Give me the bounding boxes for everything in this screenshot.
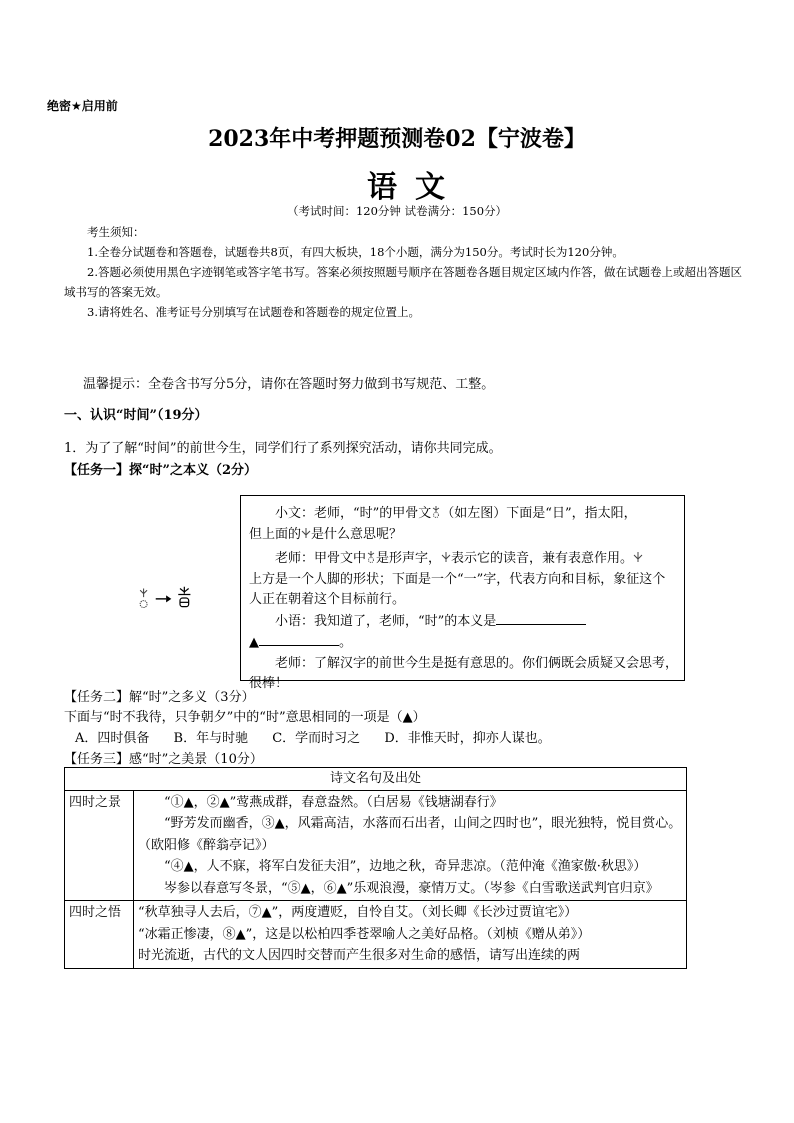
row-label: 四时之悟 bbox=[65, 901, 134, 969]
answer-blank-2[interactable] bbox=[259, 632, 339, 646]
option-b[interactable]: B．年与时驰 bbox=[173, 731, 249, 746]
table-header-row bbox=[65, 768, 687, 791]
poem-table bbox=[64, 767, 687, 969]
task-3-title: 【任务三】感“时”之美景（10分） bbox=[64, 752, 263, 767]
option-d[interactable]: D．非惟天时，抑亦人谋也。 bbox=[384, 731, 551, 746]
arrow-right-icon bbox=[156, 595, 172, 602]
row-label: 四时之景 bbox=[65, 790, 134, 901]
notice-item-1: 1.全卷分试题卷和答题卷，试题卷共8页，有四大板块，18个小题，满分为150分。考试时长为120分钟。 bbox=[87, 245, 624, 259]
dialog-line-1a: 小文：老师，“时”的甲骨文 bbox=[275, 506, 432, 521]
poem-line: “④▲，人不寐，将军白发征夫泪”，边地之秋，奇异悲凉。（范仲淹《渔家傲·秋思》） bbox=[164, 859, 647, 874]
foot-glyph-icon bbox=[633, 550, 643, 564]
dialogue-box bbox=[240, 495, 685, 691]
dialog-line-3b: 是形声字， bbox=[376, 551, 442, 566]
task-2-title: 【任务二】解“时”之多义（3分） bbox=[64, 690, 255, 705]
task-2-options bbox=[75, 727, 569, 746]
poem-line: 岑参以春意写冬景，“⑤▲，⑥▲”乐观浪漫，豪情万丈。（岑参《白雪歌送武判官归京》 bbox=[164, 880, 659, 896]
dialog-line-3c: 表示它的读音，兼有表意作用。 bbox=[451, 551, 634, 566]
warm-tip: 温馨提示：全卷含书写分5分，请你在答题时努力做到书写规范、工整。 bbox=[83, 377, 495, 392]
task-2-question: 下面与“时不我待，只争朝夕”中的“时”意思相同的一项是（▲） bbox=[64, 710, 426, 725]
notice-heading: 考生须知： bbox=[87, 225, 145, 239]
table-row bbox=[65, 901, 687, 969]
row-content bbox=[134, 901, 687, 969]
foot-glyph-icon bbox=[441, 550, 451, 564]
dialog-line-5: 小语：我知道了，老师，“时”的本义是 bbox=[275, 613, 497, 629]
dialog-line-4: 上方是一个人脚的形状；下面是一个“一”字，代表方向和目标，象征这个人正在朝着这个目标前行。 bbox=[249, 571, 666, 607]
notice-item-3: 3.请将姓名、准考证号分别填写在试题卷和答题卷的规定位置上。 bbox=[87, 305, 420, 319]
answer-blank[interactable] bbox=[496, 611, 586, 625]
secret-mark: 绝密★启用前 bbox=[47, 99, 118, 113]
foot-glyph-icon bbox=[301, 526, 311, 540]
question-1: 1．为了了解“时间”的前世今生，同学们行了系列探究活动，请你共同完成。 bbox=[64, 441, 502, 456]
table-row bbox=[65, 790, 687, 901]
poem-line: “野芳发而幽香，③▲，风霜高洁，水落而石出者，山间之四时也”，眼光独特，悦目赏心。（欧阳修《醉翁亭记》） bbox=[138, 816, 682, 853]
oracle-bone-shi-icon bbox=[140, 588, 147, 607]
answer-marker: ▲ bbox=[249, 635, 259, 650]
seal-shi-icon bbox=[178, 587, 190, 607]
dialog-line-1b: （如左图）下面是“日”，指太阳， bbox=[441, 506, 637, 521]
notice-item-2: 2.答题必须使用黑色字迹钢笔或答字笔书写。答案必须按照题号顺序在答题卷各题目规定区域内作答，做在试题卷上或超出答题区域书写的答案无效。 bbox=[64, 265, 742, 299]
dialog-line-2b: 是什么意思呢？ bbox=[311, 526, 403, 542]
dialog-line-7: 老师：了解汉字的前世今生是挺有意思的。你们俩既会质疑又会思考，很棒！ bbox=[249, 655, 679, 691]
oracle-glyph-icon bbox=[431, 505, 441, 519]
notice-block bbox=[64, 222, 744, 322]
poem-line: “秋草独寻人去后，⑦▲”，两度遭贬，自怜自艾。（刘长卿《长沙过贾谊宅》） bbox=[138, 905, 578, 920]
task-1-title: 【任务一】探“时”之本义（2分） bbox=[64, 463, 258, 478]
option-c[interactable]: C．学而时习之 bbox=[272, 731, 361, 746]
poem-line: 时光流逝，古代的文人因四时交替而产生很多对生命的感悟，请写出连续的两 bbox=[138, 948, 581, 963]
section-title: 一、认识“时间”（19分） bbox=[64, 408, 208, 423]
dialog-line-3a: 老师：甲骨文中 bbox=[275, 551, 367, 566]
dialog-line-2a: 但上面的 bbox=[249, 526, 302, 542]
exam-title: 2023年中考押题预测卷02【宁波卷】 bbox=[208, 126, 586, 152]
row-content bbox=[134, 790, 687, 901]
poem-line: “①▲，②▲”莺燕成群，春意盎然。（白居易《钱塘湖春行》 bbox=[164, 794, 503, 810]
dialog-line-6-end: 。 bbox=[339, 635, 353, 650]
table-header: 诗文名句及出处 bbox=[65, 768, 687, 791]
exam-info: （考试时间：120分钟 试卷满分：150分） bbox=[286, 204, 508, 218]
option-a[interactable]: A．四时俱备 bbox=[75, 731, 150, 746]
oracle-bone-glyph-figure bbox=[132, 585, 202, 611]
subject-title: 语文 bbox=[367, 170, 463, 205]
oracle-glyph-icon bbox=[366, 550, 376, 564]
poem-line: “冰霜正惨凄，⑧▲”，这是以松柏四季苍翠喻人之美好品格。（刘桢《赠从弟》） bbox=[138, 926, 591, 942]
